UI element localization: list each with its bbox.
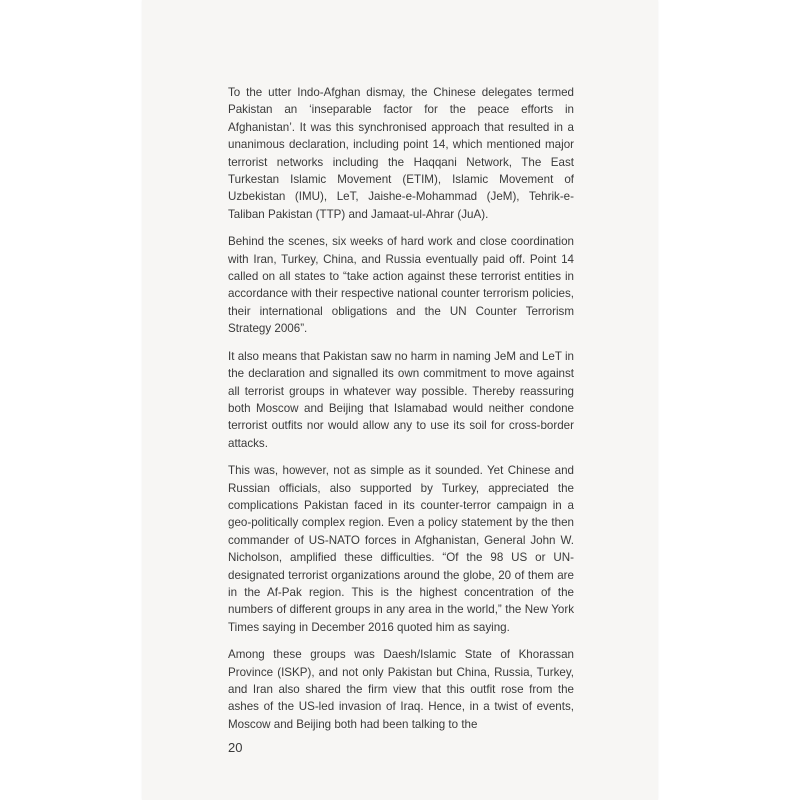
paragraph-2: Behind the scenes, six weeks of hard work and close coordination with Iran, Turkey, China, and Russia eventually paid off. Point 14 called on all states to “take action against these terrorist entities in accordance with their respective national counter terrorism policies, their international obligations and the UN Counter Terrorism Strategy 2006”. xyxy=(228,235,574,336)
paragraph-1: To the utter Indo-Afghan dismay, the Chinese delegates termed Pakistan an ‘inseparable factor for the peace efforts in Afghanistan’. It was this synchronised approach that resulted in a unanimous declaration, including point 14, which mentioned major terrorist networks including the Haqqani Network, The East Turkestan Islamic Movement (ETIM), Islamic Movement of Uzbekistan (IMU), LeT, Jaishe-e-Mohammad (JeM), Tehrik-e-Taliban Pakistan (TTP) and Jamaat-ul-Ahrar (JuA). xyxy=(228,86,574,221)
paragraph-4: This was, however, not as simple as it sounded. Yet Chinese and Russian officials, also supported by Turkey, appreciated the complications Pakistan faced in its counter-terror campaign in a geo-politically complex region. Even a policy statement by the then commander of US-NATO forces in Afghanistan, General John W. Nicholson, amplified these difficulties. “Of the 98 US or UN-designated terrorist organizations around the globe, 20 of them are in the Af-Pak region. This is the highest concentration of the numbers of different groups in any area in the world,” the New York Times saying in December 2016 quoted him as saying. xyxy=(228,464,574,634)
book-page xyxy=(142,0,658,800)
body-text xyxy=(228,84,574,743)
paragraph-5: Among these groups was Daesh/Islamic State of Khorassan Province (ISKP), and not only Pakistan but China, Russia, Turkey, and Iran also shared the firm view that this outfit rose from the ashes of the US-led invasion of Iraq. Hence, in a twist of events, Moscow and Beijing both had been talking to the xyxy=(228,648,574,731)
paragraph-3: It also means that Pakistan saw no harm in naming JeM and LeT in the declaration and signalled its own commitment to move against all terrorist groups in whatever way possible. Thereby reassuring both Moscow and Beijing that Islamabad would neither condone terrorist outfits nor would allow any to use its soil for cross-border attacks. xyxy=(228,349,574,450)
page-number: 20 xyxy=(228,740,243,755)
